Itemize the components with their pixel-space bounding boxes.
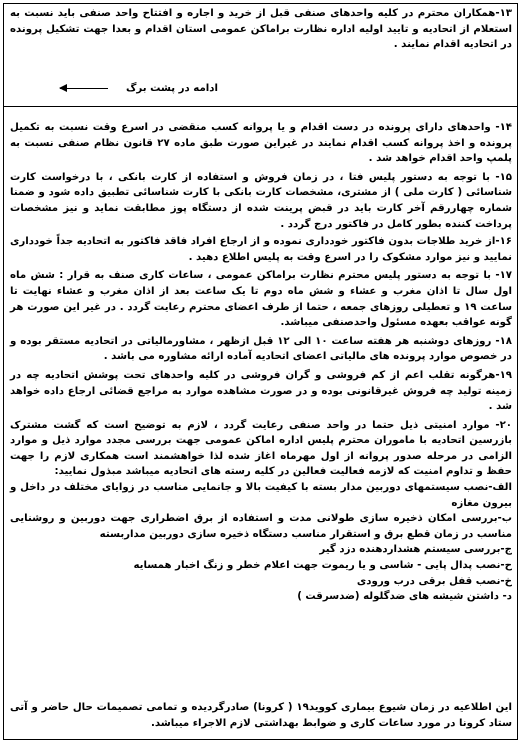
security-item-b: ب-بررسی امکان ذخیره سازی طولانی مدت و استفاده از برق اضطراری جهت دوربین و روشنایی مناسب در زمان قطع برق و استقرار مناسب دستگاه ذخیره سازی دوربین مداربسته xyxy=(10,513,512,540)
item-13 xyxy=(10,6,512,53)
item-15: ۱۵- با توجه به دستور پلیس فتا ، در زمان فروش و استفاده از کارت بانکی ، با درخواست کارت شناسائی ( کارت ملی ) از مشتری، مشخصات کارت بانکی با کارت شناسائی تطبیق داده شود و ضمنا شماره چهاررقم آخر کارت باید در قبض پرینت شده از دستگاه پوز مطابقت نماید و نیز مشخصات پرداخت کننده بطور کامل در فاکتور درج گردد . xyxy=(10,171,512,230)
item-14: ۱۴- واحدهای دارای پرونده در دست اقدام و یا پروانه کسب منقضی در اسرع وقت نسبت به تکمیل پرونده و اخذ پروانه کسب اقدام نمایند در غیراین صورت طبق ماده ۲۷ قانون نظام صنفی نسبت به پلمپ واحد اقدام خواهد شد . xyxy=(10,122,512,165)
item-13-text: ۱۳-همکاران محترم در کلیه واحدهای صنفی قبل از خرید و اجاره و افتتاح واحد صنفی باید نسبت به استعلام از اتحادیه و تایید اولیه اداره نظارت براماکن عمومی استان اقدام و بعدا جهت تشکیل پرونده در اتحادیه اقدام نمایند . xyxy=(10,8,512,51)
section-divider xyxy=(3,106,518,107)
continuation-note xyxy=(60,80,218,96)
security-item-d: ح-نصب پدال پایی - شاسی و یا ریموت جهت اعلام خطر و زنگ اخبار همسایه xyxy=(133,560,512,572)
item-20: ۲۰- موارد امنیتی ذیل حتما در واحد صنفی رعایت گردد ، لازم به توضیح است که گشت مشترک بازرسین اتحادیه با ماموران محترم پلیس اداره اماکن عمومی جهت بررسی مجدد موارد ذیل و موارد الزامی در مرحله صدور پروانه از اول مهرماه اغاز شده لذا خواهشمند است همکاری لازم را جهت حفظ و تداوم امنیت که لازمه فعالیت فعالین در کلیه رسته های اتحادیه میباشد مبذول نمایید: xyxy=(10,419,512,478)
item-18: ۱۸- روزهای دوشنبه هر هفته ساعت ۱۰ الی ۱۲ قبل ازظهر ، مشاورمالیاتی در اتحادیه مستقر بوده و در خصوص موارد پرونده های مالیاتی اعضای اتحادیه آماده ارائه مشاوره می باشد . xyxy=(10,335,512,363)
item-16: ۱۶-از خرید طلاجات بدون فاکتور خودداری نموده و از ارجاع افراد فاقد فاکتور به اتحادیه جداً خودداری نمایید و نیز موارد مشکوک را در اسرع وقت به پلیس اطلاع دهید . xyxy=(10,236,512,263)
item-19: ۱۹-هرگونه تقلب اعم از کم فروشی و گران فروشی در کلیه واحدهای تحت پوشش اتحادیه چه در زمینه تولید چه فروش غیرقانونی بوده و در صورت مشاهده موارد به مراجع قضائی ارجاع داده خواهد شد . xyxy=(10,369,512,413)
security-item-e: خ-نصب قفل برقی درب ورودی xyxy=(356,575,512,587)
items-14-19 xyxy=(10,120,512,605)
security-item-c: ج-بررسی سیستم هشداردهنده دزد گیر xyxy=(319,544,512,556)
security-item-f: د- داشتن شیشه های ضدگلوله (ضدسرقت ) xyxy=(297,591,512,603)
arrow-left-icon xyxy=(60,88,108,89)
continuation-note-text: ادامه در پشت برگ xyxy=(126,82,219,94)
closing-text: این اطلاعیه در زمان شیوع بیماری کووید۱۹ ( کرونا) صادرگردیده و تمامی تصمیمات حال حاضر و آتی ستاد کرونا در مورد ساعات کاری و ضوابط بهداشتی لازم الاجراء میباشد. xyxy=(10,702,513,729)
closing-note xyxy=(10,700,512,731)
item-17: ۱۷- با توجه به دستور پلیس محترم نظارت براماکن عمومی ، ساعات کاری صنف به قرار : شش ماه اول سال تا اذان مغرب و عشاء و شش ماه دوم تا یک ساعت بعد از اذان مغرب و عشاء نهایت تا ساعت ۱۹ و تعطیلی روزهای جمعه ، حتما از طرف اعضای محترم رعایت گردد . در غیر این صورت هر گونه عواقب بعهده مسئول واحدصنفی میباشد. xyxy=(10,270,512,329)
security-item-a: الف-نصب سیستمهای دوربین مدار بسته با کیفیت بالا و جانمایی مناسب در زوایای مختلف در داخل و بیرون مغازه xyxy=(10,482,512,509)
